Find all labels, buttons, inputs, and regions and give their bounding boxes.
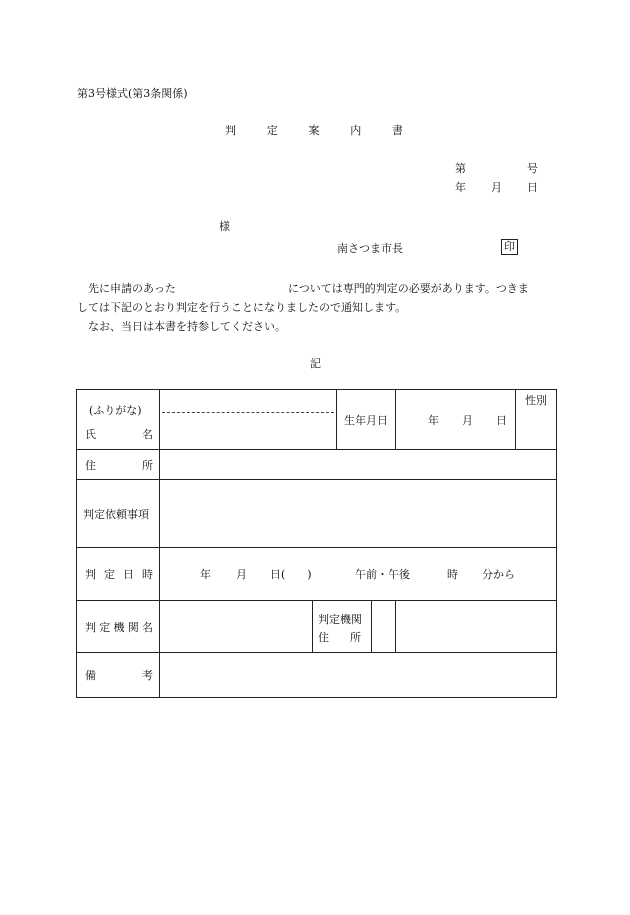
name-label-char: 名 — [142, 428, 153, 441]
remarks-label — [77, 667, 159, 683]
title-char: 判 — [225, 124, 236, 137]
agency-address-input-cell[interactable] — [396, 601, 557, 653]
datetime-label-char: 判 — [85, 568, 96, 581]
furigana-dashed-line — [162, 412, 334, 413]
dob-month: 月 — [462, 413, 473, 427]
datetime-row — [77, 548, 557, 601]
agency-label-char: 判 — [85, 620, 96, 634]
remarks-label-char: 考 — [142, 669, 153, 682]
document-number-suffix: 号 — [527, 162, 538, 175]
dob-label: 生年月日 — [344, 413, 388, 427]
agency-label-char: 関 — [127, 620, 139, 634]
remarks-label-char: 備 — [85, 669, 96, 682]
form-table — [76, 389, 557, 698]
agency-address-label-cell — [313, 601, 396, 653]
title-char: 内 — [350, 124, 362, 137]
request-input-cell[interactable] — [160, 480, 557, 548]
dob-input-cell[interactable] — [396, 390, 516, 450]
datetime-year: 年 — [200, 568, 211, 581]
title-char: 案 — [308, 124, 320, 137]
remarks-input-cell[interactable] — [160, 653, 557, 698]
datetime-month: 月 — [236, 568, 247, 581]
ki-label: 記 — [310, 357, 321, 370]
request-label-cell — [77, 480, 160, 548]
agency-name-input-cell[interactable] — [160, 601, 313, 653]
datetime-label-char: 日 — [123, 568, 134, 581]
body-line3: なお、当日は本書を持参してください。 — [88, 320, 286, 333]
agency-address-line1: 判定機関 — [318, 613, 362, 626]
name-label-char: 氏 — [85, 428, 96, 441]
title-char: 書 — [392, 124, 403, 137]
dob-day: 日 — [496, 413, 507, 427]
document-title — [225, 122, 403, 138]
address-label-char: 住 — [85, 458, 96, 472]
datetime-ampm: 午前・午後 — [355, 568, 410, 581]
agency-label-char: 定 — [99, 620, 111, 634]
dob-fields — [396, 412, 515, 428]
title-char: 定 — [266, 124, 278, 137]
issue-date-year: 年 — [455, 181, 466, 194]
document-number-prefix: 第 — [455, 162, 466, 175]
body-line1-b: については専門的判定の必要があります。つきま — [288, 282, 529, 295]
remarks-label-cell — [77, 653, 160, 698]
issue-date — [455, 179, 538, 195]
datetime-day: 日( ) — [270, 568, 312, 581]
address-label-char: 所 — [142, 458, 153, 472]
addressee-suffix: 様 — [219, 220, 230, 233]
name-input-cell[interactable] — [160, 390, 337, 450]
agency-row — [77, 601, 557, 653]
agency-label-char: 機 — [113, 620, 125, 634]
request-row — [77, 480, 557, 548]
name-label — [77, 426, 159, 442]
agency-address-label — [313, 601, 372, 652]
body-line2: しては下記のとおり判定を行うことになりましたので通知します。 — [77, 301, 407, 314]
datetime-minute: 分から — [482, 568, 515, 581]
address-label — [77, 457, 159, 473]
form-number: 第3号様式(第3条関係) — [77, 87, 188, 100]
datetime-hour: 時 — [447, 568, 458, 581]
gender-label: 性別 — [525, 394, 547, 407]
furigana-label: (ふりがな) — [89, 404, 142, 417]
request-label: 判定依頼事項 — [83, 507, 149, 521]
agency-label-char: 名 — [142, 620, 153, 634]
dob-label-cell — [337, 390, 396, 450]
dob-year: 年 — [428, 413, 439, 427]
datetime-label-char: 時 — [142, 568, 153, 581]
agency-address-char: 住 — [318, 631, 329, 644]
datetime-input-cell[interactable] — [160, 548, 557, 601]
remarks-row — [77, 653, 557, 698]
seal-text: 印 — [501, 239, 518, 255]
address-row — [77, 450, 557, 480]
agency-label-cell — [77, 601, 160, 653]
datetime-label-char: 定 — [104, 568, 115, 581]
seal-mark — [501, 239, 518, 255]
agency-address-char: 所 — [350, 631, 361, 644]
body-line1-a: 先に申請のあった — [88, 282, 176, 295]
issue-date-day: 日 — [527, 181, 538, 194]
datetime-label — [77, 566, 159, 582]
address-label-cell — [77, 450, 160, 480]
gender-cell[interactable] — [516, 390, 557, 450]
address-input-cell[interactable] — [160, 450, 557, 480]
datetime-label-cell — [77, 548, 160, 601]
issue-date-month: 月 — [491, 181, 502, 194]
name-label-cell — [77, 390, 160, 450]
sender-name: 南さつま市長 — [337, 242, 403, 255]
agency-address-line2 — [313, 627, 371, 645]
agency-label — [77, 619, 159, 635]
name-row — [77, 390, 557, 450]
